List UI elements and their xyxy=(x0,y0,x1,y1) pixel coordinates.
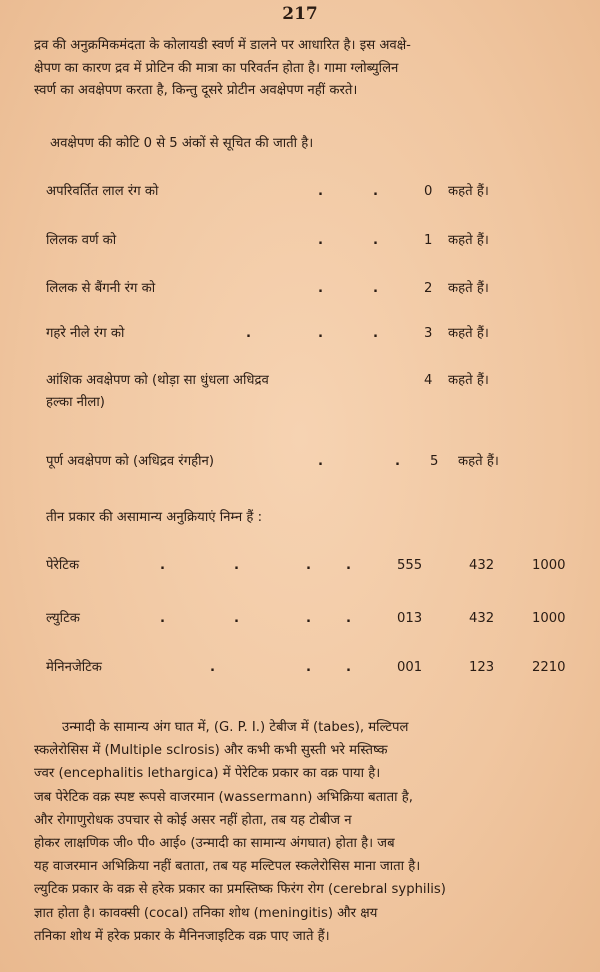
text-line: ल्युटिक प्रकार के वक्र से हरेक प्रकार का प्रमस्तिष्क फिरंग रोग (cerebral syphilis) xyxy=(34,882,446,898)
curve-value: 1000 xyxy=(532,558,566,573)
grade-row xyxy=(0,370,600,418)
curve-value: 555 xyxy=(397,558,423,573)
leader-dot: . xyxy=(318,233,324,248)
leader-dot: . xyxy=(306,611,312,626)
grade-value: 0 xyxy=(424,184,433,199)
curve-value: 432 xyxy=(469,558,495,573)
grade-suffix: कहते हैं। xyxy=(448,184,489,199)
scale-intro xyxy=(50,133,598,156)
leader-dot: . xyxy=(210,660,216,675)
grade-label: लिलक से बैंगनी रंग को xyxy=(46,281,156,296)
page-number: 217 xyxy=(282,4,318,24)
leader-dot: . xyxy=(246,326,252,341)
grade-row xyxy=(0,181,600,205)
text-line: स्वर्ण का अवक्षेपण करता है, किन्तु दूसरे प्रोटीन अवक्षेपण नहीं करते। xyxy=(34,83,358,98)
text-line: द्रव की अनुक्रमिकमंदता के कोलायडी स्वर्ण में डालने पर आधारित है। इस अवक्षे- xyxy=(34,38,411,53)
leader-dot: . xyxy=(318,326,324,341)
text-line: ज्ञात होता है। कावक्सी (cocal) तनिका शोथ (meningitis) और क्षय xyxy=(34,905,378,921)
curve-row xyxy=(0,608,600,632)
text-line: और रोगाणुरोधक उपचार से कोई असर नहीं होता, तब यह टोबीज न xyxy=(34,812,352,828)
leader-dot: . xyxy=(373,184,379,199)
curve-value: 432 xyxy=(469,611,495,626)
curve-row xyxy=(0,657,600,681)
leader-dot: . xyxy=(373,281,379,296)
grade-label: गहरे नीले रंग को xyxy=(46,326,125,341)
text-line: होकर लाक्षणिक जी० पी० आई० (उन्मादी का सामान्य अंगघात) होता है। जब xyxy=(34,836,395,852)
leader-dot: . xyxy=(318,281,324,296)
grade-row xyxy=(0,230,600,254)
grade-suffix: कहते हैं। xyxy=(448,373,489,388)
curve-name: पेरेटिक xyxy=(46,558,80,573)
curve-value: 123 xyxy=(469,660,495,675)
grade-suffix: कहते हैं। xyxy=(448,281,489,296)
leader-dot: . xyxy=(160,611,166,626)
leader-dot: . xyxy=(160,558,166,573)
grade-suffix: कहते हैं। xyxy=(448,233,489,248)
text-line: स्कलेरोसिस में (Multiple sclrosis) और कभी कभी सुस्ती भरे मस्तिष्क xyxy=(34,743,388,759)
grade-value: 2 xyxy=(424,281,433,296)
grade-row xyxy=(0,323,600,347)
text-line: ज्वर (encephalitis lethargica) में पेरेटिक प्रकार का वक्र पाया है। xyxy=(34,766,381,782)
curve-name: मेनिनजेटिक xyxy=(46,660,102,675)
leader-dot: . xyxy=(306,660,312,675)
grade-label: अपरिवर्तित लाल रंग को xyxy=(46,184,159,199)
grade-label-continued: हल्का नीला) xyxy=(46,395,105,410)
grade-row xyxy=(0,451,600,475)
grade-value: 1 xyxy=(424,233,433,248)
leader-dot: . xyxy=(318,184,324,199)
grade-suffix: कहते हैं। xyxy=(448,326,489,341)
leader-dot: . xyxy=(306,558,312,573)
leader-dot: . xyxy=(346,558,352,573)
leader-dot: . xyxy=(234,611,240,626)
leader-dot: . xyxy=(346,611,352,626)
text-line: उन्मादी के सामान्य अंग घात में, (G. P. I.) टेबीज में (tabes), मल्टिपल xyxy=(62,720,409,735)
grade-label: पूर्ण अवक्षेपण को (अधिद्रव रंगहीन) xyxy=(46,454,215,469)
text-line: यह वाजरमान अभिक्रिया नहीं बताता, तब यह मल्टिपल स्कलेरोसिस माना जाता है। xyxy=(34,859,421,875)
grade-value: 5 xyxy=(430,454,439,469)
curve-name: ल्युटिक xyxy=(46,611,80,626)
grade-value: 3 xyxy=(424,326,433,341)
grade-row xyxy=(0,278,600,302)
leader-dot: . xyxy=(395,454,401,469)
curve-row xyxy=(0,555,600,579)
grade-value: 4 xyxy=(424,373,433,388)
text-line: जब पेरेटिक वक्र स्पष्ट रूपसे वाजरमान (wassermann) अभिक्रिया बताता है, xyxy=(34,789,413,805)
text-line: तीन प्रकार की असामान्य अनुक्रियाएं निम्न हैं : xyxy=(46,510,263,525)
leader-dot: . xyxy=(234,558,240,573)
intro-paragraph xyxy=(34,35,582,103)
leader-dot: . xyxy=(346,660,352,675)
grade-label: आंशिक अवक्षेपण को (थोड़ा सा धुंधला अधिद्रव xyxy=(46,373,269,388)
curve-value: 2210 xyxy=(532,660,566,675)
curve-value: 1000 xyxy=(532,611,566,626)
leader-dot: . xyxy=(373,233,379,248)
curve-value: 001 xyxy=(397,660,423,675)
closing-paragraph xyxy=(34,716,582,948)
text-line: तनिका शोथ में हरेक प्रकार के मैनिनजाइटिक वक्र पाए जाते हैं। xyxy=(34,928,330,944)
curves-intro xyxy=(46,507,594,530)
text-line: क्षेपण का कारण द्रव में प्रोटिन की मात्रा का परिवर्तन होता है। गामा ग्लोब्युलिन xyxy=(34,60,399,76)
grade-suffix: कहते हैं। xyxy=(458,454,499,469)
leader-dot: . xyxy=(318,454,324,469)
grade-label: लिलक वर्ण को xyxy=(46,233,117,248)
leader-dot: . xyxy=(373,326,379,341)
text-line: अवक्षेपण की कोटि 0 से 5 अंकों से सूचित की जाती है। xyxy=(50,136,314,151)
curve-value: 013 xyxy=(397,611,423,626)
